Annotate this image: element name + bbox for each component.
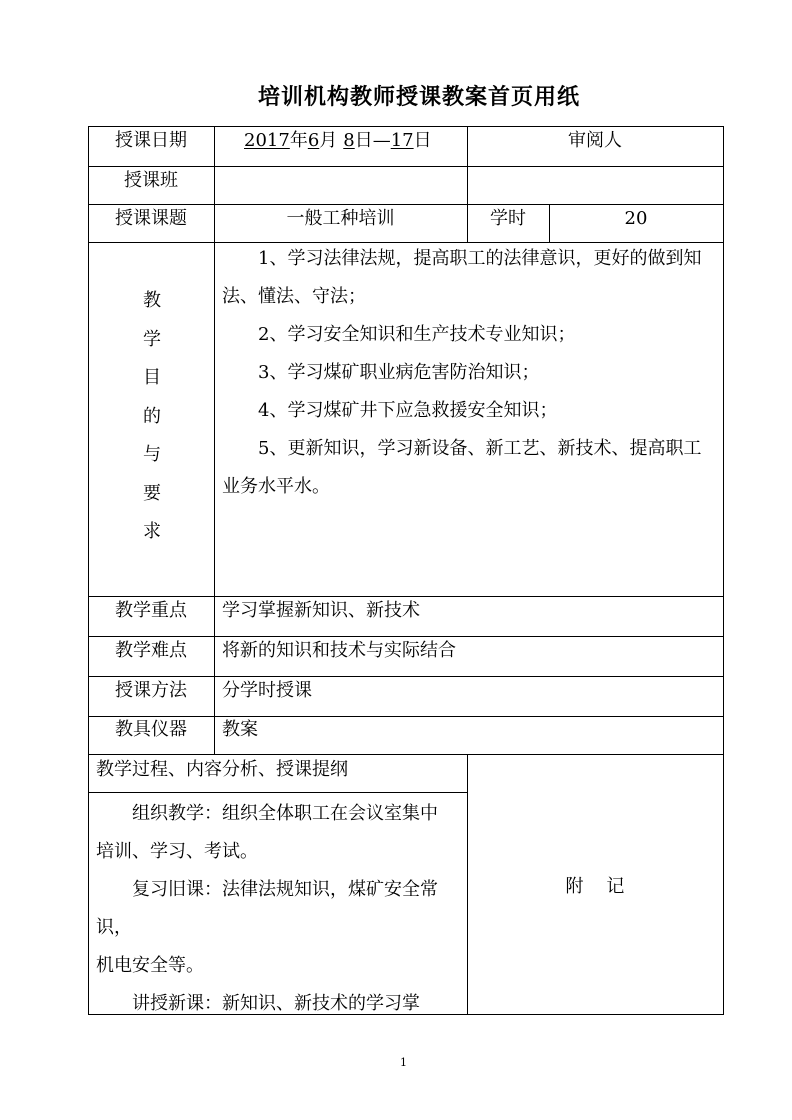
objectives-list xyxy=(222,240,718,506)
topic-label: 授课课题 xyxy=(115,208,187,229)
process-content xyxy=(96,795,466,1023)
hours-label: 学时 xyxy=(490,208,526,229)
process-line: 识， xyxy=(96,917,132,938)
method-value: 分学时授课 xyxy=(222,680,312,701)
appendix-label: 附 记 xyxy=(565,876,625,897)
objective-item: 3、学习煤矿职业病危害防治知识； xyxy=(258,362,540,383)
page-number: 1 xyxy=(400,1056,407,1069)
objectives-label-char: 的 xyxy=(143,405,161,427)
objectives-label xyxy=(140,282,164,552)
objective-item: 4、学习煤矿井下应急救援安全知识； xyxy=(258,400,558,421)
process-line: 讲授新课：新知识、新技术的学习掌 xyxy=(132,993,420,1014)
tools-value: 教案 xyxy=(222,719,258,740)
process-line: 复习旧课：法律法规知识，煤矿安全常 xyxy=(132,879,438,900)
process-header: 教学过程、内容分析、授课提纲 xyxy=(96,759,348,780)
objectives-label-char: 教 xyxy=(143,290,161,311)
date-start-day-unit: 日— xyxy=(354,130,391,151)
date-range xyxy=(244,130,432,152)
objective-item: 1、学习法律法规，提高职工的法律意识，更好的做到知法、懂法、守法； xyxy=(222,248,702,307)
process-line: 组织教学：组织全体职工在会议室集中 xyxy=(132,803,438,824)
method-label: 授课方法 xyxy=(115,680,187,701)
topic-value: 一般工种培训 xyxy=(286,208,395,229)
objective-item: 5、更新知识，学习新设备、新工艺、新技术、提高职工业务水平水。 xyxy=(222,438,702,497)
date-year: 2017 xyxy=(244,130,290,151)
date-month-unit: 月 xyxy=(319,130,338,151)
difficulties-value: 将新的知识和技术与实际结合 xyxy=(222,640,456,661)
key-points-value: 学习掌握新知识、新技术 xyxy=(222,600,420,621)
date-end-day: 17 xyxy=(390,130,414,151)
objectives-label-char: 求 xyxy=(143,521,161,542)
objective-item: 2、学习安全知识和生产技术专业知识； xyxy=(258,324,576,345)
class-label: 授课班 xyxy=(124,170,178,191)
reviewer-label: 审阅人 xyxy=(568,130,622,151)
date-year-unit: 年 xyxy=(289,130,308,151)
page-title: 培训机构教师授课教案首页用纸 xyxy=(257,85,580,110)
hours-value: 20 xyxy=(624,208,648,229)
objectives-label-char: 学 xyxy=(143,328,161,350)
date-end-day-unit: 日 xyxy=(413,130,432,151)
process-line: 机电安全等。 xyxy=(96,955,204,976)
process-line: 培训、学习、考试。 xyxy=(96,841,258,862)
date-month: 6 xyxy=(307,130,320,151)
objectives-label-char: 要 xyxy=(143,482,161,504)
date-start-day: 8 xyxy=(343,130,355,151)
objectives-label-char: 目 xyxy=(143,367,161,388)
date-label: 授课日期 xyxy=(115,130,187,151)
difficulties-label: 教学难点 xyxy=(115,640,187,661)
key-points-label: 教学重点 xyxy=(115,600,187,621)
tools-label: 教具仪器 xyxy=(115,719,187,740)
objectives-label-char: 与 xyxy=(143,444,161,465)
